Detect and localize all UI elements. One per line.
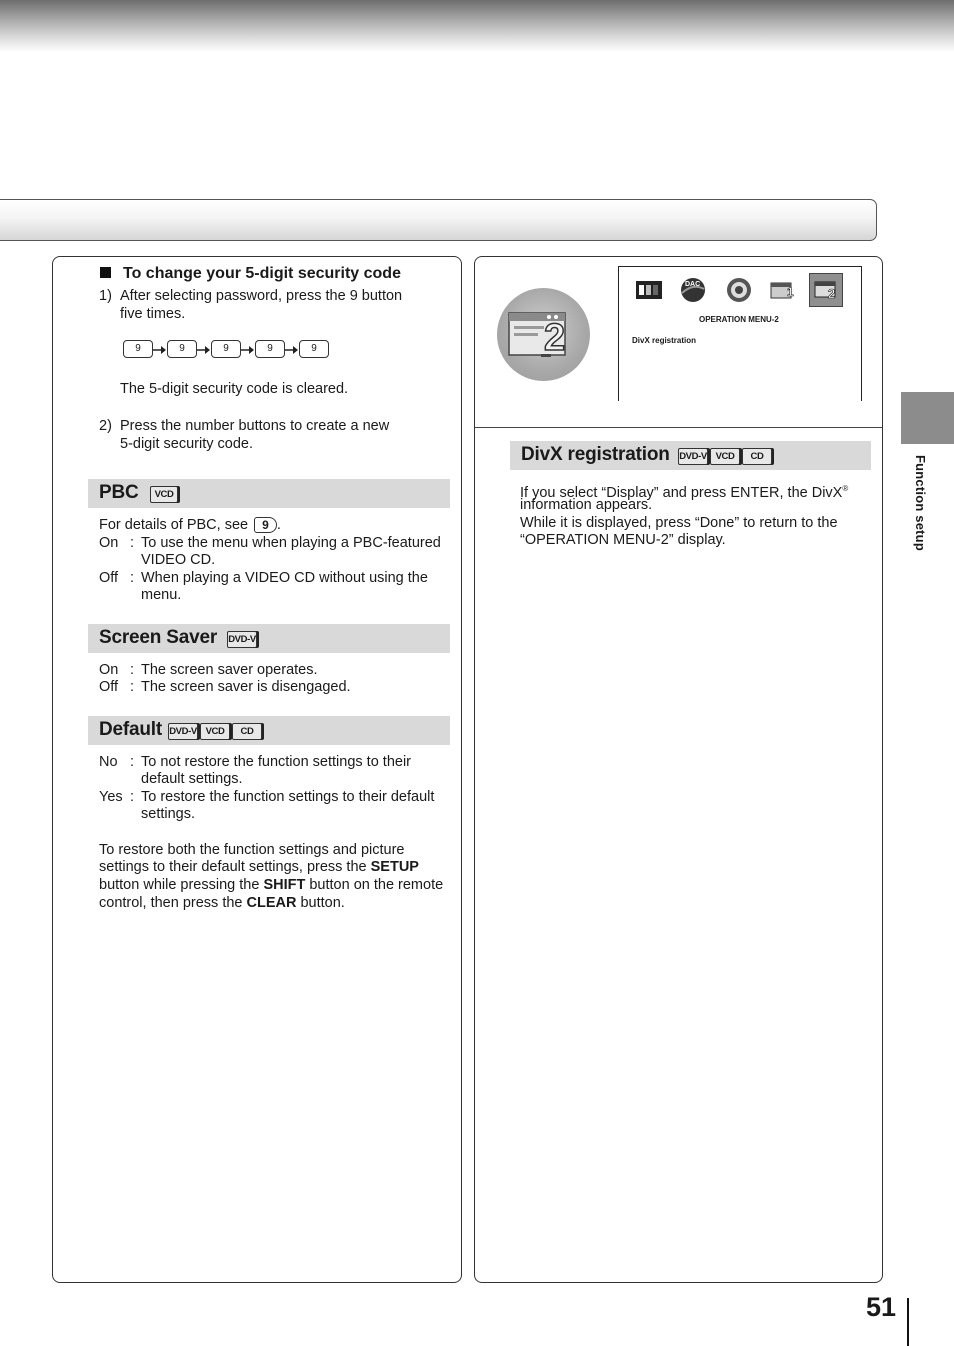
pbc-on-label: On bbox=[99, 535, 119, 551]
step-2-line-1: Press the number buttons to create a new bbox=[120, 418, 390, 434]
pbc-details-suffix: . bbox=[276, 517, 281, 533]
vcd-badge: VCD bbox=[710, 448, 740, 465]
step-2-number: 2) bbox=[99, 418, 112, 434]
screen-saver-off-text: The screen saver is disengaged. bbox=[141, 679, 351, 695]
speaker-icon bbox=[725, 277, 753, 303]
clear-button-label: CLEAR bbox=[246, 895, 297, 911]
arrow-right-icon bbox=[285, 340, 299, 358]
picture-icon bbox=[635, 277, 663, 303]
divx-text: If you select “Display” and press ENTER, the DivX bbox=[520, 484, 843, 501]
screen-saver-title: Screen Saver bbox=[99, 627, 218, 648]
pbc-details bbox=[99, 517, 281, 535]
pbc-details-prefix: For details of PBC, see bbox=[99, 517, 249, 533]
vcd-badge: VCD bbox=[150, 486, 178, 503]
dac-label: DAC bbox=[685, 281, 701, 288]
arrow-right-icon bbox=[241, 340, 255, 358]
pbc-on-line-1: To use the menu when playing a PBC-featured bbox=[141, 535, 441, 551]
restore-line-2 bbox=[99, 859, 419, 877]
divx-section-bar bbox=[510, 441, 871, 470]
setup-button-label: SETUP bbox=[370, 859, 419, 875]
panel-divider bbox=[475, 427, 882, 428]
restore-line-3 bbox=[99, 877, 443, 895]
security-code-heading: To change your 5-digit security code bbox=[123, 265, 401, 282]
default-yes-label: Yes bbox=[99, 789, 123, 805]
operation-menu-title: OPERATION MENU-2 bbox=[699, 315, 779, 324]
pbc-section-bar bbox=[88, 479, 450, 508]
right-content-panel bbox=[474, 256, 883, 1283]
screen-saver-on-label: On bbox=[99, 662, 119, 678]
restore-text: button on the remote bbox=[305, 877, 444, 893]
dvd-v-badge: DVD-V bbox=[168, 723, 198, 740]
divx-line-4: “OPERATION MENU-2” display. bbox=[520, 532, 726, 548]
restore-text: settings to their default settings, press the bbox=[99, 859, 371, 875]
page-number-rule bbox=[907, 1298, 909, 1346]
step-1-line-1: After selecting password, press the 9 button bbox=[120, 288, 403, 304]
square-bullet-icon bbox=[100, 267, 111, 278]
key-9-button: 9 bbox=[167, 340, 197, 358]
restore-text: button while pressing the bbox=[99, 877, 264, 893]
divx-title: DivX registration bbox=[521, 444, 670, 465]
pbc-title: PBC bbox=[99, 482, 139, 503]
page-reference-badge: 9 bbox=[254, 517, 277, 533]
operation-menu-screen bbox=[618, 266, 862, 401]
key-9-button: 9 bbox=[299, 340, 329, 358]
top-gradient-band bbox=[0, 0, 954, 52]
restore-line-1: To restore both the function settings and picture bbox=[99, 842, 405, 858]
code-cleared-text: The 5-digit security code is cleared. bbox=[120, 381, 349, 397]
vcd-badge: VCD bbox=[200, 723, 230, 740]
key-9-button: 9 bbox=[255, 340, 285, 358]
colon-separator: : bbox=[130, 679, 135, 695]
colon-separator: : bbox=[130, 535, 135, 551]
pbc-off-line-2: menu. bbox=[141, 587, 182, 603]
screen-saver-section-bar bbox=[88, 624, 450, 653]
registered-mark: ® bbox=[842, 484, 849, 493]
screen-saver-off-label: Off bbox=[99, 679, 119, 695]
step-1-line-2: five times. bbox=[120, 306, 186, 322]
restore-text: button. bbox=[296, 895, 345, 911]
default-no-label: No bbox=[99, 754, 118, 770]
screen-saver-on-text: The screen saver operates. bbox=[141, 662, 318, 678]
divx-line-3: While it is displayed, press “Done” to return to the bbox=[520, 515, 838, 531]
menu-1-number: 1 bbox=[787, 285, 794, 299]
colon-separator: : bbox=[130, 789, 135, 805]
chapter-side-tab bbox=[901, 392, 954, 444]
dvd-v-badge: DVD-V bbox=[227, 631, 257, 648]
page-number: 51 bbox=[866, 1292, 897, 1322]
default-title: Default bbox=[99, 719, 162, 740]
shift-button-label: SHIFT bbox=[263, 877, 306, 893]
pbc-off-label: Off bbox=[99, 570, 119, 586]
pbc-on-line-2: VIDEO CD. bbox=[141, 552, 216, 568]
cd-badge: CD bbox=[232, 723, 262, 740]
default-no-line-1: To not restore the function settings to their bbox=[141, 754, 412, 770]
key-9-button: 9 bbox=[123, 340, 153, 358]
menu-2-selected-highlight bbox=[809, 273, 843, 307]
function-setup-label: Function setup bbox=[913, 455, 928, 551]
arrow-right-icon bbox=[197, 340, 211, 358]
default-yes-line-1: To restore the function settings to their default bbox=[141, 789, 435, 805]
default-no-line-2: default settings. bbox=[141, 771, 243, 787]
menu-2-number: 2 bbox=[544, 317, 566, 359]
default-yes-line-2: settings. bbox=[141, 806, 195, 822]
chapter-title-bar bbox=[0, 199, 877, 241]
restore-line-4 bbox=[99, 895, 345, 913]
restore-text: control, then press the bbox=[99, 895, 247, 911]
colon-separator: : bbox=[130, 662, 135, 678]
default-section-bar bbox=[88, 716, 450, 745]
step-1-number: 1) bbox=[99, 288, 112, 304]
divx-line-2: information appears. bbox=[520, 497, 653, 513]
divx-registration-menu-item[interactable]: DivX registration bbox=[632, 336, 697, 345]
pbc-off-line-1: When playing a VIDEO CD without using the bbox=[141, 570, 428, 586]
colon-separator: : bbox=[130, 570, 135, 586]
operation-menu-2-icon bbox=[497, 288, 590, 381]
cd-badge: CD bbox=[742, 448, 772, 465]
key-9-button: 9 bbox=[211, 340, 241, 358]
colon-separator: : bbox=[130, 754, 135, 770]
arrow-right-icon bbox=[153, 340, 167, 358]
menu-2-icon-number: 2 bbox=[828, 286, 836, 301]
dvd-v-badge: DVD-V bbox=[678, 448, 708, 465]
step-2-line-2: 5-digit security code. bbox=[120, 436, 253, 452]
